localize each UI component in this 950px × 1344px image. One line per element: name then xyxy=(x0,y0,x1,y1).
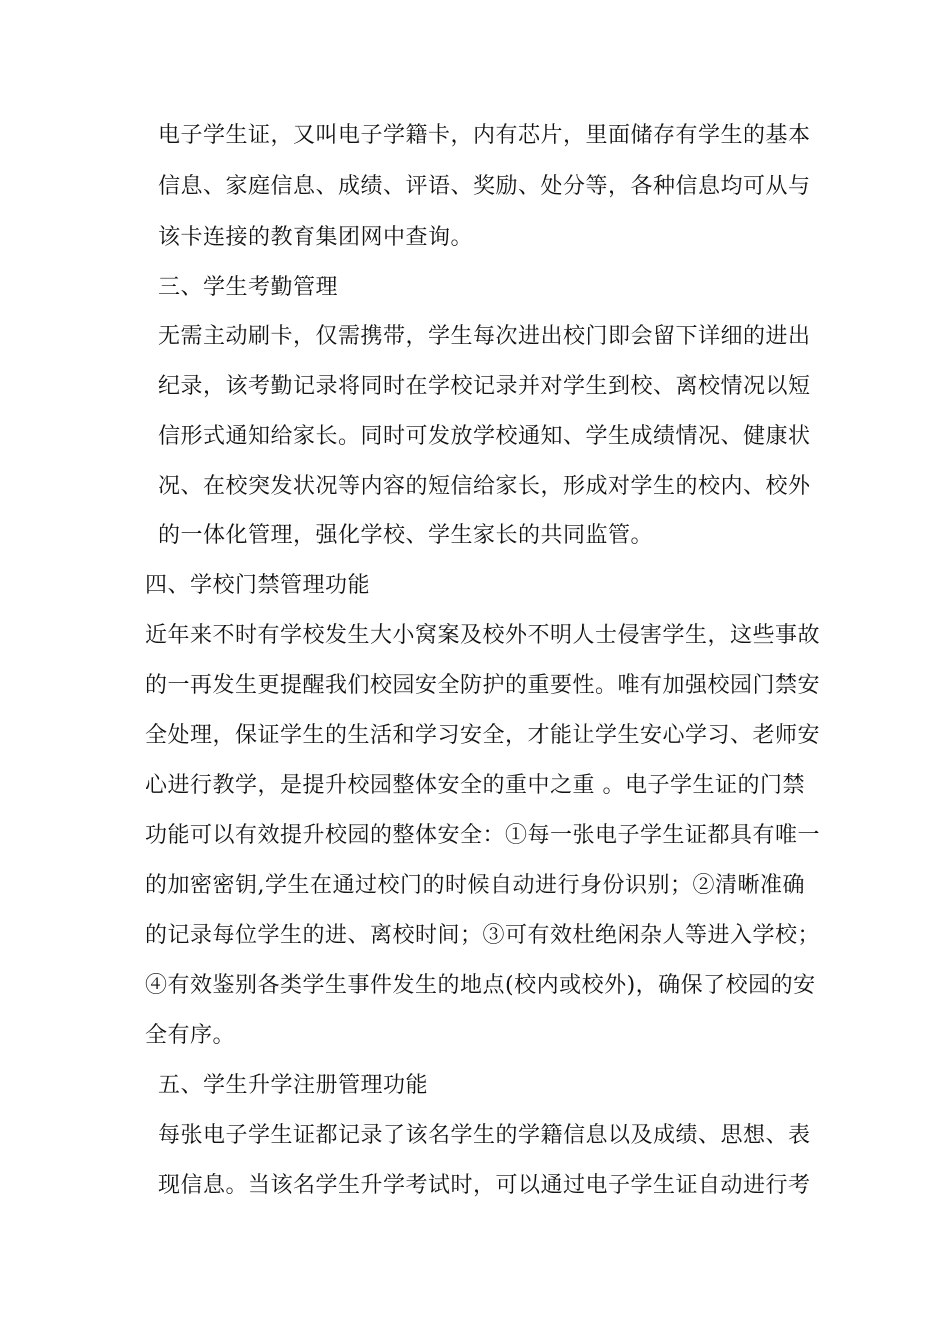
paragraph-line: 况、在校突发状况等内容的短信给家长，形成对学生的校内、校外 xyxy=(158,474,811,499)
paragraph-line: 的一体化管理，强化学校、学生家长的共同监管。 xyxy=(158,523,654,548)
section-heading: 三、学生考勤管理 xyxy=(158,275,339,300)
paragraph-line: 电子学生证，又叫电子学籍卡，内有芯片，里面储存有学生的基本 xyxy=(158,123,811,148)
paragraph-line: 无需主动刷卡，仅需携带，学生每次进出校门即会留下详细的进出 xyxy=(158,324,811,349)
paragraph-line: 现信息。当该名学生升学考试时，可以通过电子学生证自动进行考 xyxy=(158,1173,811,1198)
paragraph-line: 近年来不时有学校发生大小窝案及校外不明人士侵害学生，这些事故 xyxy=(145,623,821,648)
paragraph-line: 的记录每位学生的进、离校时间；③可有效杜绝闲杂人等进入学校； xyxy=(145,923,821,948)
paragraph-line: 的加密密钥,学生在通过校门的时候自动进行身份识别；②清晰准确 xyxy=(145,873,805,898)
section-heading: 五、学生升学注册管理功能 xyxy=(158,1073,429,1098)
section-heading: 四、学校门禁管理功能 xyxy=(145,573,371,598)
paragraph-line: 全有序。 xyxy=(145,1023,236,1048)
paragraph-line: 每张电子学生证都记录了该名学生的学籍信息以及成绩、思想、表 xyxy=(158,1123,811,1148)
paragraph-line: ④有效鉴别各类学生事件发生的地点(校内或校外)，确保了校园的安 xyxy=(145,973,816,998)
paragraph-line: 信息、家庭信息、成绩、评语、奖励、处分等，各种信息均可从与 xyxy=(158,174,811,199)
paragraph-line: 的一再发生更提醒我们校园安全防护的重要性。唯有加强校园门禁安 xyxy=(145,673,821,698)
paragraph-line: 心进行教学，是提升校园整体安全的重中之重 。电子学生证的门禁 xyxy=(145,773,805,798)
paragraph-line: 功能可以有效提升校园的整体安全：①每一张电子学生证都具有唯一 xyxy=(145,823,821,848)
paragraph-line: 全处理，保证学生的生活和学习安全，才能让学生安心学习、老师安 xyxy=(145,723,821,748)
paragraph-line: 纪录，该考勤记录将同时在学校记录并对学生到校、离校情况以短 xyxy=(158,374,811,399)
paragraph-line: 信形式通知给家长。同时可发放学校通知、学生成绩情况、健康状 xyxy=(158,424,811,449)
paragraph-line: 该卡连接的教育集团网中查询。 xyxy=(158,225,474,250)
